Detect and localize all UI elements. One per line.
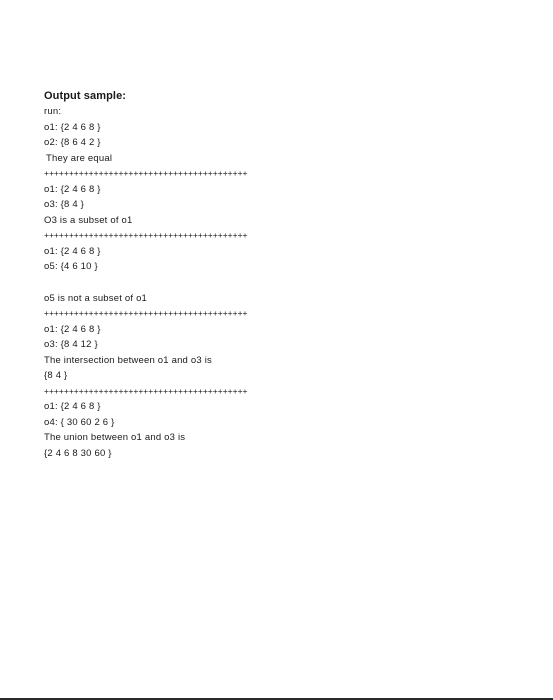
equal-result-line: They are equal (46, 152, 113, 164)
union-result-line: {2 4 6 8 30 60 } (44, 447, 112, 459)
subset-result-line: O3 is a subset of o1 (44, 214, 133, 226)
union-label-line: The union between o1 and o3 is (44, 432, 186, 443)
set-o3-line: o3: {8 4 } (44, 199, 85, 210)
set-o3-line: o3: {8 4 12 } (44, 339, 98, 350)
separator-line: +++++++++++++++++++++++++++++++++++++++++ (44, 308, 248, 318)
output-sample (44, 88, 504, 461)
separator-line: +++++++++++++++++++++++++++++++++++++++++ (44, 168, 248, 178)
set-o5-line: o5: {4 6 10 } (44, 261, 98, 272)
set-o1-line: o1: {2 4 6 8 } (44, 401, 101, 412)
set-o2-line: o2: {8 6 4 2 } (44, 137, 101, 148)
separator-line: +++++++++++++++++++++++++++++++++++++++++ (44, 230, 248, 240)
set-o1-line: o1: {2 4 6 8 } (44, 245, 101, 257)
set-o4-line: o4: { 30 60 2 6 } (44, 416, 115, 428)
set-o1-line: o1: {2 4 6 8 } (44, 183, 101, 195)
set-o1-line: o1: {2 4 6 8 } (44, 323, 101, 335)
separator-line: +++++++++++++++++++++++++++++++++++++++++ (44, 385, 248, 396)
run-line: run: (44, 106, 62, 117)
not-subset-result-line: o5 is not a subset of o1 (44, 292, 148, 304)
blank-line (44, 275, 504, 291)
intersection-result-line: {8 4 } (44, 370, 68, 381)
output-heading: Output sample: (44, 90, 127, 102)
set-o1-line: o1: {2 4 6 8 } (44, 121, 101, 133)
intersection-label-line: The intersection between o1 and o3 is (44, 354, 212, 366)
